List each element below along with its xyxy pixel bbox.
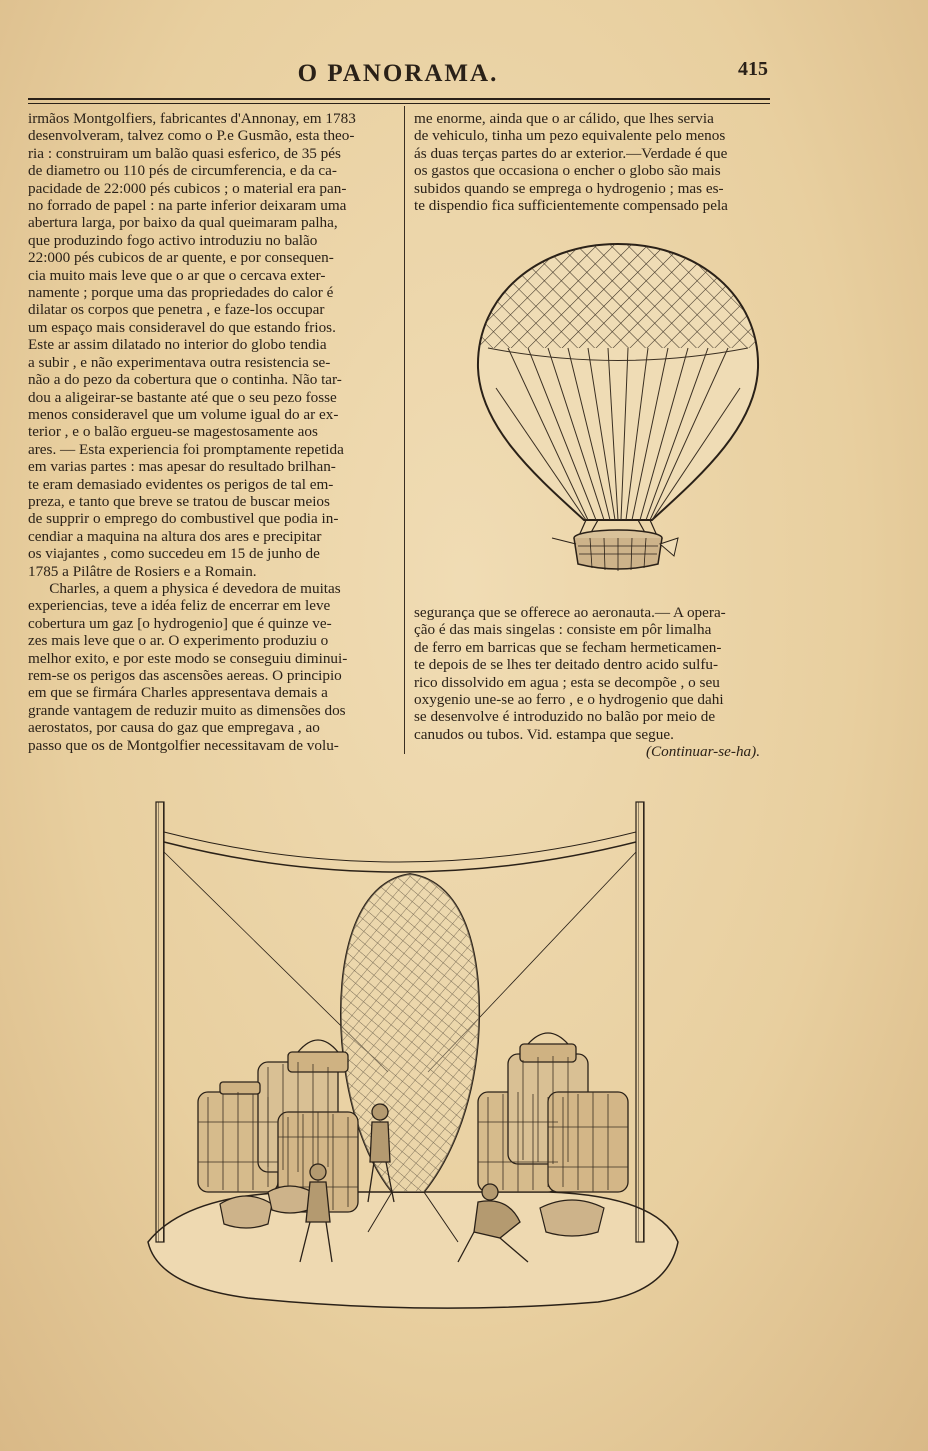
text-line: ares. — Esta experiencia foi promptamente repetida [28, 440, 344, 458]
text-line: de ferro em barricas que se fecham hermeticamen- [414, 638, 722, 656]
text-line: passo que os de Montgolfier necessitavam de volu- [28, 736, 339, 754]
text-line: ria : construiram um balão quasi esferico, de 35 pés [28, 144, 341, 162]
text-line: te eram demasiado evidentes os perigos de tal em- [28, 475, 334, 493]
text-line: dou a aligeirar-se bastante até que o seu pezo fosse [28, 388, 337, 406]
text-line: 1785 a Pilâtre de Rosiers e a Romain. [28, 562, 257, 580]
text-line: te dispendio fica sufficientemente compensado pela [414, 197, 728, 215]
text-line: terior , e o balão ergueu-se magestosamente aos [28, 423, 318, 441]
text-line: pacidade de 22:000 pés cubicos ; o material era pan- [28, 179, 347, 197]
text-line: dilatar os corpos que penetra , e faze-los occupar [28, 301, 325, 319]
hot-air-balloon-illustration [468, 238, 768, 584]
text-line: a subir , e não experimentava outra resistencia se- [28, 353, 331, 371]
text-line: um espaço mais consideravel do que estando frios. [28, 318, 336, 336]
balloon-inflation-engraving [128, 792, 688, 1352]
column-divider [404, 106, 405, 754]
text-line: os gastos que occasiona o encher o globo são mais [414, 162, 721, 180]
text-line: aerostatos, por causa do gaz que empregava , ao [28, 719, 320, 737]
text-line: grande vantagem de reduzir muito as dimensões dos [28, 701, 346, 719]
continued-note: (Continuar-se-ha). [645, 743, 760, 761]
paragraph-charles [28, 580, 394, 754]
text-line: cendiar a maquina na altura dos ares e precipitar [28, 527, 322, 545]
text-line: abertura larga, por baixo da qual queimaram palha, [28, 214, 338, 232]
text-line: melhor exito, e por este modo se conseguiu diminui- [28, 649, 348, 667]
publication-title: O PANORAMA. [297, 60, 499, 87]
text-line: não a do pezo da cobertura que o continha. Não tar- [28, 371, 342, 389]
text-line: segurança que se offerece ao aeronauta.— A opera- [414, 604, 726, 621]
page-number: 415 [738, 58, 768, 80]
right-column-top [414, 110, 770, 214]
text-line: no forrado de papel : na parte inferior deixaram uma [28, 197, 347, 215]
text-line: menos consideravel que um volume igual do ar ex- [28, 405, 339, 423]
text-line: de diametro ou 110 pés de circumferencia, e da ca- [28, 162, 337, 180]
text-line: namente ; porque uma das propriedades do calor é [28, 284, 334, 302]
text-line: preza, e tanto que breve se tratou de buscar meios [28, 492, 330, 510]
paragraph-operation [414, 604, 778, 743]
paragraph-montgolfier [28, 110, 394, 580]
text-line: irmãos Montgolfiers, fabricantes d'Annonay, em 1783 [28, 110, 356, 127]
text-line: subidos quando se emprega o hydrogenio ; mas es- [414, 179, 724, 197]
text-line: ção é das mais singelas : consiste em pôr limalha [414, 621, 712, 639]
text-line: em varias partes : mas apesar do resultado brilhan- [28, 458, 336, 476]
header-rule [28, 98, 770, 104]
text-line: ás duas terças partes do ar exterior.—Verdade é que [414, 144, 728, 162]
text-line: cobertura um gaz [o hydrogenio] que é quinze ve- [28, 614, 332, 632]
text-line: em que se firmára Charles appresentava demais a [28, 684, 328, 702]
text-line: Charles, a quem a physica é devedora de muitas [49, 579, 341, 597]
text-line: canudos ou tubos. Vid. estampa que segue. [414, 725, 674, 743]
text-line: te depois de se lhes ter deitado dentro acido sulfu- [414, 656, 719, 674]
text-line: os viajantes , como succedeu em 15 de junho de [28, 545, 320, 563]
text-line: de supprir o emprego do combustivel que podia in- [28, 510, 339, 528]
right-column-bottom [414, 604, 778, 761]
text-line: desenvolveram, talvez como o P.e Gusmão, esta theo- [28, 127, 355, 145]
text-line: oxygenio une-se ao ferro , e o hydrogenio que dahi [414, 691, 724, 709]
text-line: de vehiculo, tinha um pezo equivalente pelo menos [414, 127, 726, 145]
text-line: rico dissolvido em agua ; esta se decompõe , o seu [414, 673, 720, 691]
text-line: 22:000 pés cubicos de ar quente, e por consequen- [28, 249, 334, 267]
left-column [28, 110, 394, 754]
text-line: se desenvolve é introduzido no balão por meio de [414, 708, 716, 726]
page-header [28, 56, 768, 92]
text-line: que produzindo fogo activo introduziu no balão [28, 231, 318, 249]
text-line: experiencias, teve a idéa feliz de encerrar em leve [28, 597, 331, 615]
text-line: cia muito mais leve que o ar que o cercava exter- [28, 266, 326, 284]
text-line: Este ar assim dilatado no interior do globo tendia [28, 336, 327, 354]
text-line: rem-se os perigos das ascensões aereas. O principio [28, 667, 342, 684]
text-line: me enorme, ainda que o ar cálido, que lhes servia [414, 110, 714, 127]
text-line: zes mais leve que o ar. O experimento produziu o [28, 632, 329, 650]
